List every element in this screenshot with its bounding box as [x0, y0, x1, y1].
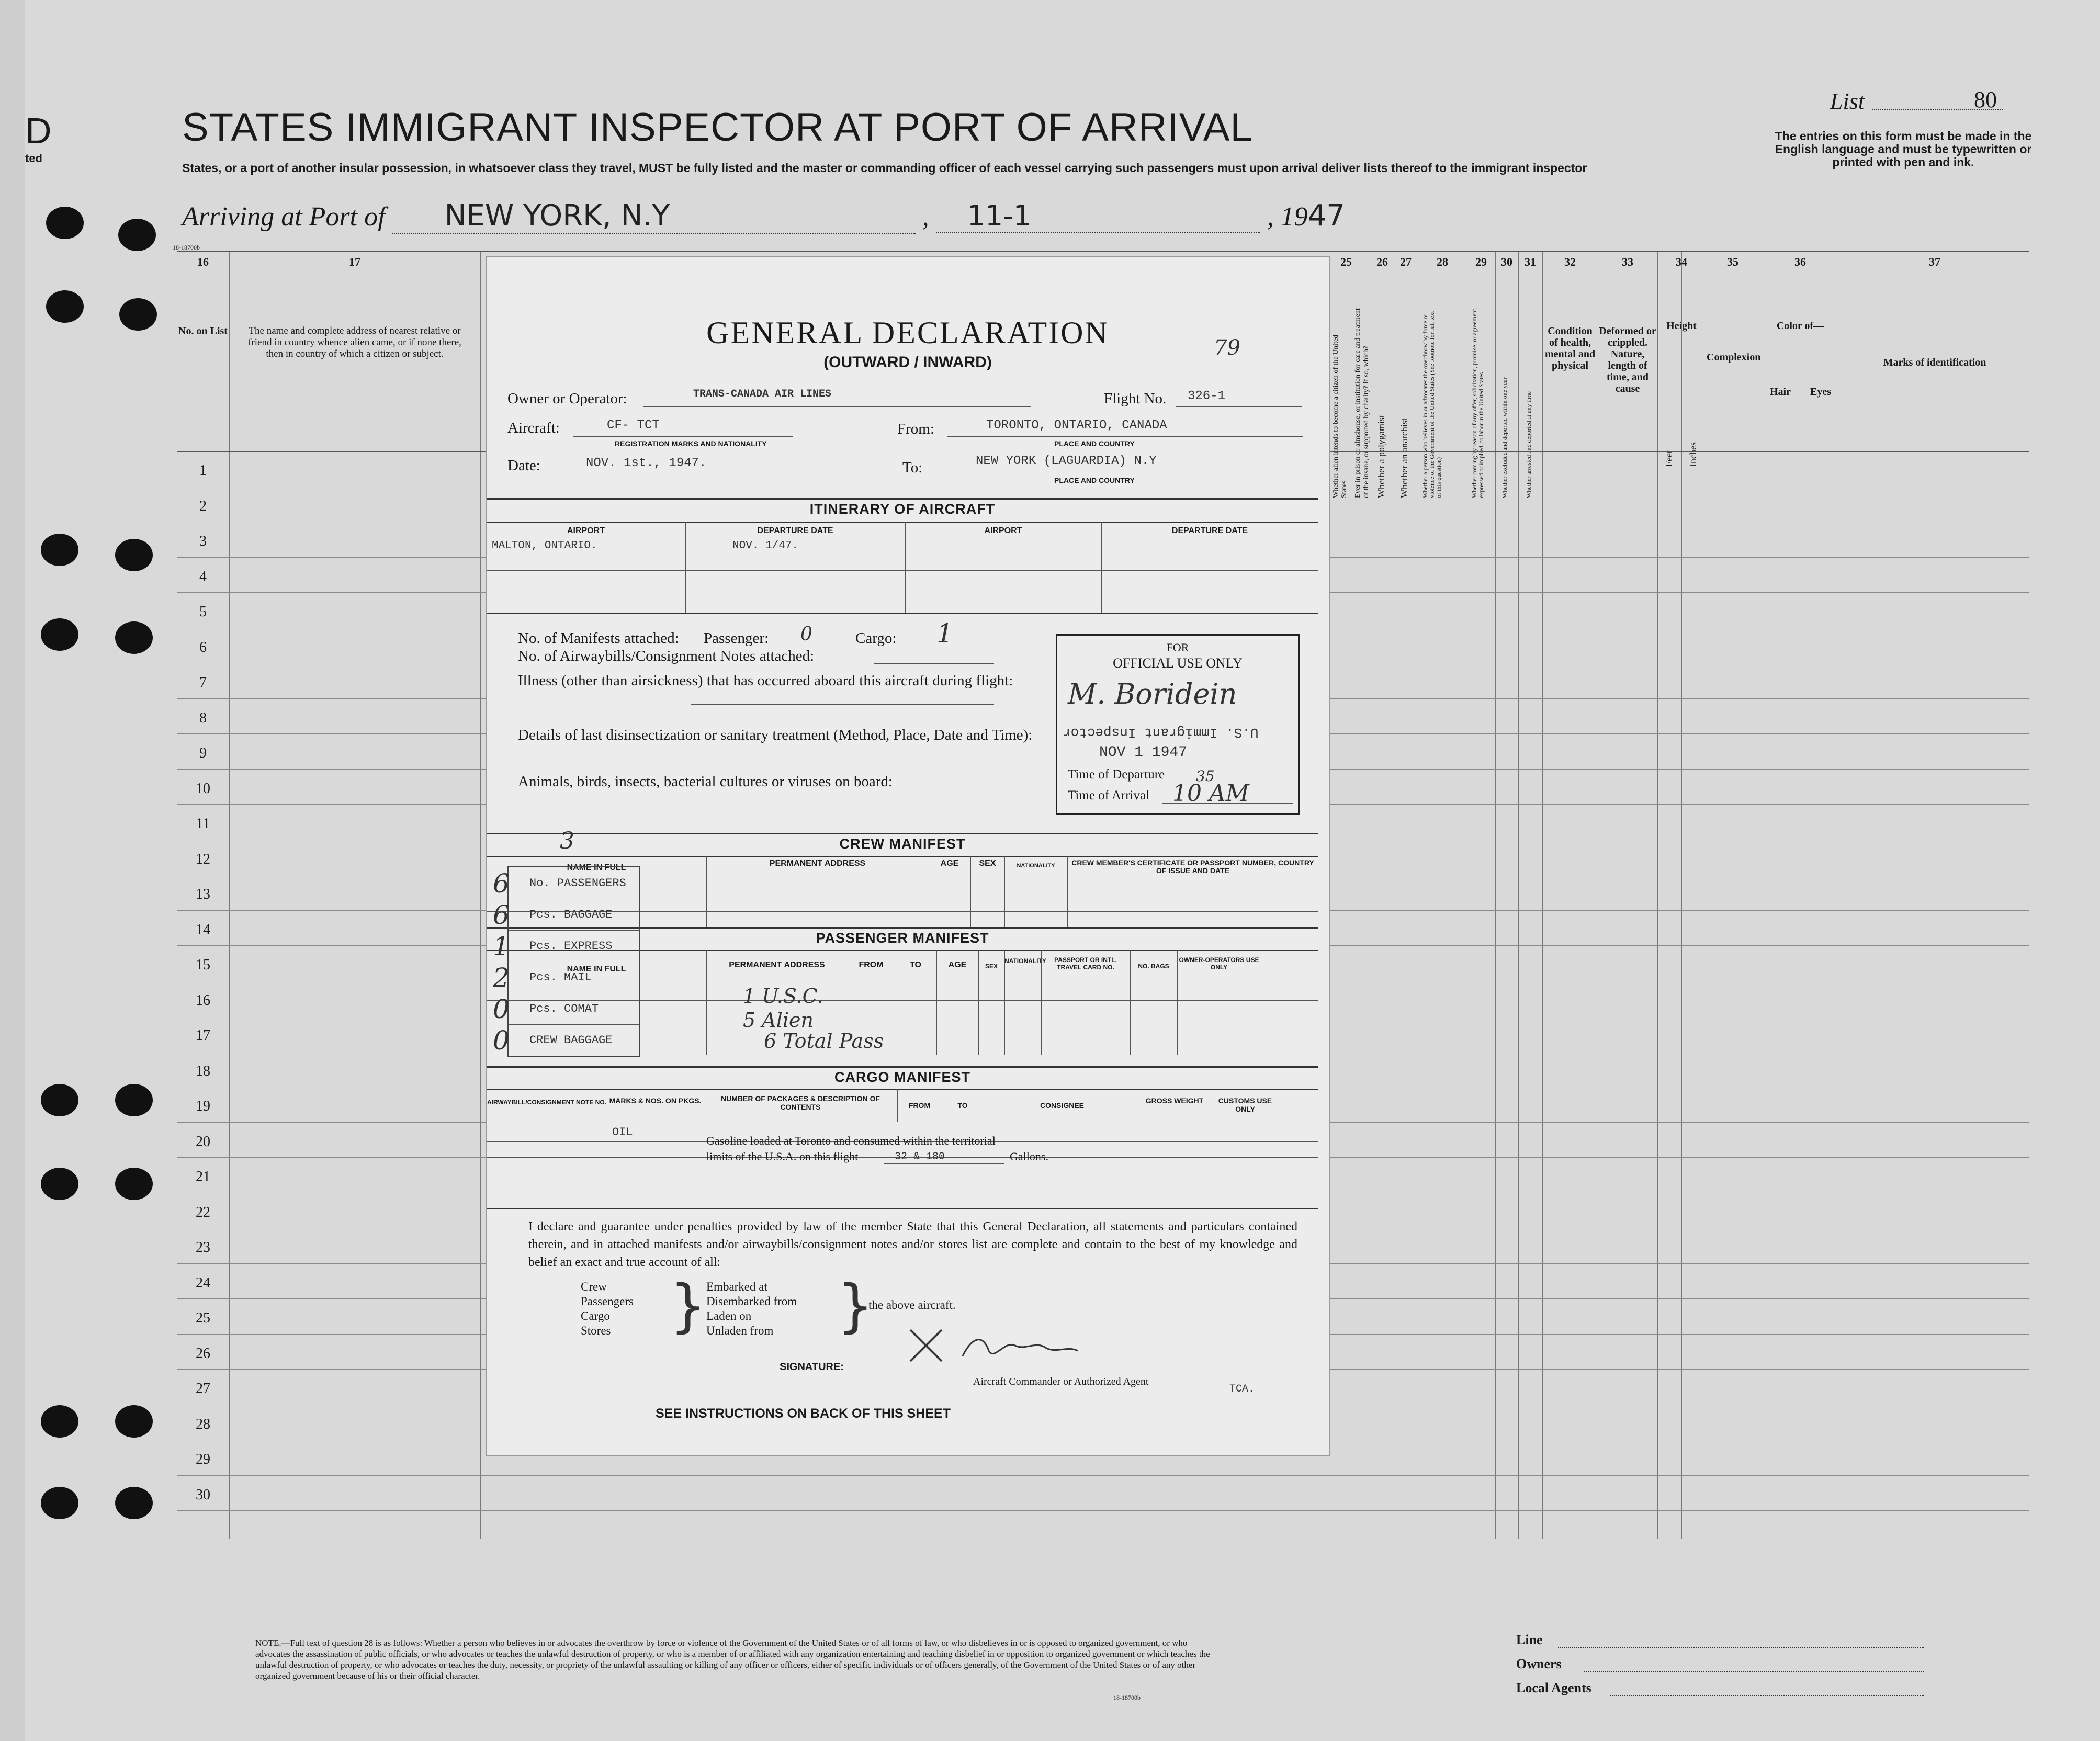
col-header: Height [1666, 320, 1697, 332]
row-number: 15 [196, 957, 210, 973]
load-stamp-label: Pcs. COMAT [529, 1002, 599, 1015]
row-number: 13 [196, 886, 210, 902]
col-header-vertical: Ever in prison or almshouse, or institution for care and treatment of the insane, or supported by charity? If so, which? [1354, 308, 1370, 498]
illness-label: Illness (other than airsickness) that has occurred aboard this aircraft during flight: [518, 672, 1013, 689]
load-stamp-label: Pcs. BAGGAGE [529, 908, 613, 921]
arriving-label: Arriving at Port of [182, 202, 386, 232]
declaration-subtitle: (OUTWARD / INWARD) [823, 354, 992, 371]
left-edge-fragment: D [25, 110, 52, 151]
row-number: 23 [196, 1239, 210, 1256]
cargo-oil: OIL [612, 1126, 633, 1139]
punch-hole [115, 539, 153, 571]
pass-from-header: FROM [859, 960, 884, 969]
aircraft-label: Aircraft: [507, 420, 560, 436]
passenger-label: Passenger: [704, 630, 769, 647]
local-agents-label: Local Agents [1516, 1680, 1591, 1695]
left-brace: } [670, 1272, 706, 1339]
flight-label: Flight No. [1104, 390, 1167, 407]
year-value: 47 [1307, 199, 1345, 233]
row-number: 29 [196, 1451, 210, 1467]
cargo-amount: 32 & 180 [895, 1151, 945, 1163]
punch-hole [118, 219, 156, 251]
from-value: TORONTO, ONTARIO, CANADA [986, 419, 1167, 433]
punch-hole [115, 1487, 153, 1519]
punch-hole [46, 290, 84, 323]
pass-bags-header: NO. BAGS [1138, 963, 1169, 970]
load-stamp-count: 6 [493, 900, 510, 930]
arriving-line: Arriving at Port of NEW YORK, N.Y , 11-1 , 1947 [182, 199, 1345, 233]
col-number: 27 [1400, 255, 1412, 268]
form-code-bottom: 18-18700b [1113, 1694, 1141, 1701]
row-number: 14 [196, 921, 210, 938]
option-cargo: Cargo [581, 1309, 610, 1322]
col-number: 31 [1525, 255, 1536, 268]
manifest-row-line [177, 1475, 2029, 1476]
above-aircraft: the above aircraft. [868, 1298, 956, 1312]
load-stamp-row [493, 1024, 639, 1056]
option-passengers: Passengers [581, 1295, 634, 1308]
load-stamp-count: 6 [493, 868, 510, 899]
cargo-manifest-title: CARGO MANIFEST [834, 1069, 970, 1085]
passenger-manifest-title: PASSENGER MANIFEST [816, 930, 989, 946]
col-header: No. on List [178, 325, 228, 337]
punch-hole [119, 298, 157, 331]
col-number: 28 [1437, 255, 1448, 268]
date-value: NOV. 1st., 1947. [586, 456, 707, 470]
col-header: The name and complete address of nearest relative or friend in country whence alien came, or if none there, then in country of which a citizen or subject. [248, 325, 461, 359]
handwritten-number: 79 [1214, 336, 1240, 360]
col-header: Marks of identification [1883, 357, 1986, 368]
row-number: 5 [199, 604, 207, 620]
load-stamp-label: Pcs. MAIL [529, 971, 592, 984]
option-stores: Stores [581, 1324, 611, 1337]
punch-hole [115, 1405, 153, 1438]
official-use-only: OFFICIAL USE ONLY [1113, 655, 1243, 671]
manifests-label: No. of Manifests attached: [518, 630, 679, 647]
signature-label: SIGNATURE: [780, 1361, 844, 1373]
cargo-weight-header: GROSS WEIGHT [1145, 1096, 1204, 1105]
itin-date-value: NOV. 1/47. [732, 540, 799, 552]
load-stamp-count: 0 [493, 1025, 510, 1056]
col-header: Deformed or crippled. Nature, length of time, and cause [1599, 325, 1656, 394]
col-number: 35 [1727, 255, 1738, 268]
page-subtitle: States, or a port of another insular possession, in whatsoever class they travel, MUST be fully listed and the master or commanding officer of each vessel carrying such passengers must upon arrival deliver lists thereof to the immigrant inspector [182, 161, 1587, 175]
crew-cert-header: CREW MEMBER'S CERTIFICATE OR PASSPORT NUMBER, COUNTRY OF ISSUE AND DATE [1071, 858, 1314, 875]
commander-signature [905, 1325, 1083, 1366]
row-number: 28 [196, 1416, 210, 1432]
row-number: 26 [196, 1345, 210, 1362]
pass-to-header: TO [910, 960, 921, 969]
load-stamp-row [493, 899, 639, 931]
declaration-actions [706, 1280, 797, 1338]
col-subheader: Eyes [1810, 386, 1831, 398]
inspector-stamp: U.S. Immigrant Inspector [1063, 725, 1259, 740]
row-number: 16 [196, 992, 210, 1009]
col-header-vertical: Whether an anarchist [1399, 418, 1409, 498]
page-title: STATES IMMIGRANT INSPECTOR AT PORT OF ARRIVAL [182, 105, 1253, 150]
option-disembarked: Disembarked from [706, 1295, 797, 1308]
row-number: 27 [196, 1381, 210, 1397]
animals-label: Animals, birds, insects, bacterial cultures or viruses on board: [518, 773, 893, 790]
load-stamp-row [493, 867, 639, 899]
list-number: 80 [1974, 87, 1997, 112]
row-number: 25 [196, 1310, 210, 1326]
col-number: 26 [1376, 255, 1388, 268]
load-stamp-row [493, 962, 639, 993]
to-caption: PLACE AND COUNTRY [1054, 476, 1135, 484]
crew-sex-header: SEX [979, 859, 996, 868]
punch-hole [41, 1487, 78, 1519]
official-for: FOR [1166, 641, 1189, 654]
row-number: 4 [199, 568, 207, 585]
row-number: 3 [199, 533, 207, 549]
col-header-vertical: Whether coming by reason of any offer, solicitation, promise, or agreement, expressed or implied, to labor in the United States [1471, 307, 1485, 498]
option-laden: Laden on [706, 1309, 752, 1322]
row-number: 7 [199, 674, 207, 691]
crew-nationality-header: NATIONALITY [1017, 863, 1055, 869]
signature-caption: Aircraft Commander or Authorized Agent [973, 1376, 1149, 1387]
col-number: 30 [1501, 255, 1512, 268]
col-header-vertical: Whether alien intends to become a citizen of the United States [1332, 334, 1348, 498]
cargo-line1: Gasoline loaded at Toronto and consumed within the territorial [706, 1134, 996, 1147]
tca-mark: TCA. [1229, 1383, 1255, 1395]
from-label: From: [897, 421, 934, 437]
row-number: 12 [196, 851, 210, 867]
col-number: 25 [1340, 255, 1352, 268]
cargo-marks-header: MARKS & NOS. ON PKGS. [609, 1096, 702, 1105]
col-number: 37 [1929, 255, 1940, 268]
col-header: Complexion [1707, 352, 1761, 363]
departure-value: 35 [1196, 767, 1215, 785]
declaration-text: I declare and guarantee under penalties provided by law of the member State that this General Declaration, all statements and particulars contained therein, and in attached manifests and/or airwaybills/consignment notes and/or stores list are complete and contain to the best of my knowledge and belief an exact and true account of all: [528, 1220, 1297, 1269]
to-label: To: [902, 459, 923, 476]
footnote: NOTE.—Full text of question 28 is as follows: Whether a person who believes in or advocates the overthrow by force or violence of the Government of the United States or of all forms of law, or who disbelieves in or is opposed to organized government, or who advocates the assassination of public officials, or who advocates or teaches the unlawful destruction of property, or who is a member of or affiliated with any organization entertaining and teaching disbelief in or opposition to organized government or which teaches the unlawful destruction of property, or who advocates or teaches the duty, necessity, or propriety of the unlawful assaulting or killing of any officer or officers, either of specific individuals or of officers generally, of the Government of the United States or of any other organized government because of his or their official character. [255, 1638, 1210, 1681]
left-edge-fragment-small: ted [25, 152, 42, 165]
arrival-value: 10 AM [1172, 780, 1249, 807]
cargo-customs-header: CUSTOMS USE ONLY [1218, 1096, 1272, 1113]
declaration-title: GENERAL DECLARATION [706, 315, 1109, 350]
load-stamp [493, 866, 640, 1057]
punch-hole [46, 207, 84, 239]
row-number: 24 [196, 1274, 210, 1291]
row-number: 20 [196, 1133, 210, 1150]
col-number: 36 [1794, 255, 1806, 268]
load-stamp-label: No. PASSENGERS [529, 877, 626, 890]
row-number: 21 [196, 1169, 210, 1185]
date-value: 11-1 [967, 199, 1032, 232]
load-stamp-row [493, 993, 639, 1025]
load-stamp-label: CREW BAGGAGE [529, 1034, 613, 1047]
col-header: Color of— [1776, 320, 1824, 332]
punch-hole [115, 1168, 153, 1200]
row-number: 18 [196, 1062, 210, 1079]
form-code-top: 18-18700b [173, 244, 200, 251]
col-header-vertical: Whether excluded and deported within one year [1501, 377, 1508, 498]
pass-passport-header: PASSPORT OR INTL. TRAVEL CARD NO. [1054, 956, 1117, 971]
punch-hole [41, 618, 78, 651]
punch-hole [41, 1084, 78, 1116]
option-embarked: Embarked at [706, 1280, 767, 1293]
itin-departure-header: DEPARTURE DATE [757, 526, 833, 535]
row-number: 11 [196, 816, 210, 832]
row-number: 19 [196, 1098, 210, 1114]
from-caption: PLACE AND COUNTRY [1054, 439, 1135, 448]
option-unladen: Unladen from [706, 1324, 774, 1337]
passenger-count-us: 1 U.S.C. [743, 985, 823, 1008]
col-number: 33 [1622, 255, 1633, 268]
row-number: 17 [196, 1027, 210, 1044]
cargo-to-header: TO [957, 1101, 968, 1110]
col-subheader: Inches [1688, 442, 1698, 467]
itin-departure2-header: DEPARTURE DATE [1171, 526, 1248, 535]
stamp-date: NOV 1 1947 [1099, 744, 1188, 761]
date-label: Date: [507, 457, 540, 474]
row-number: 30 [196, 1486, 210, 1503]
cargo-value: 1 [936, 618, 953, 649]
col-number: 34 [1676, 255, 1687, 268]
col-subheader: Hair [1770, 386, 1791, 398]
owners-label: Owners [1516, 1656, 1562, 1671]
passenger-value: 0 [800, 624, 812, 645]
itin-airport-value: MALTON, ONTARIO. [492, 540, 597, 552]
col-header: Condition of health, mental and physical [1544, 325, 1596, 371]
itinerary-title: ITINERARY OF AIRCRAFT [809, 501, 996, 517]
load-stamp-row [493, 930, 639, 962]
pass-sex-header: SEX [985, 963, 998, 970]
cargo-awb-header: AIRWAYBILL/CONSIGNMENT NOTE NO. [487, 1099, 606, 1106]
col-number: 29 [1475, 255, 1487, 268]
col-number: 16 [197, 255, 209, 268]
load-stamp-count: 0 [493, 994, 510, 1024]
col-header-vertical: Whether a polygamist [1376, 415, 1386, 498]
right-brace: } [837, 1272, 874, 1339]
option-crew: Crew [581, 1280, 607, 1293]
cargo-from-header: FROM [908, 1101, 931, 1110]
punch-hole [115, 621, 153, 654]
flight-value: 326-1 [1188, 389, 1226, 403]
line-label: Line [1516, 1632, 1543, 1647]
port-field [392, 199, 916, 234]
manifest-page [25, 0, 2100, 1741]
pass-name-header: NAME IN FULL [567, 965, 626, 974]
col-number: 32 [1564, 255, 1576, 268]
see-instructions: SEE INSTRUCTIONS ON BACK OF THIS SHEET [656, 1406, 951, 1421]
pass-address-header: PERMANENT ADDRESS [729, 960, 825, 969]
cargo-label: Cargo: [855, 630, 897, 647]
cargo-packages-header: NUMBER OF PACKAGES & DESCRIPTION OF CONTENTS [721, 1094, 880, 1111]
departure-label: Time of Departure [1068, 767, 1165, 782]
year-prefix: 19 [1280, 202, 1308, 232]
punch-hole [41, 1405, 78, 1438]
form-instructions: The entries on this form must be made in the English language and must be typewritten or printed with pen and ink. [1775, 129, 2032, 169]
row-number: 6 [199, 639, 207, 655]
col-subheader: Feet [1664, 450, 1674, 467]
passenger-count-alien: 5 Alien [743, 1009, 814, 1032]
aircraft-caption: REGISTRATION MARKS AND NATIONALITY [615, 439, 767, 448]
manifest-row-line [177, 1510, 2029, 1511]
arrival-label: Time of Arrival [1068, 788, 1150, 802]
to-value: NEW YORK (LAGUARDIA) N.Y [976, 454, 1157, 468]
load-stamp-count: 1 [493, 931, 510, 962]
pass-age-header: AGE [948, 960, 967, 969]
col-number: 17 [349, 255, 360, 268]
itin-airport2-header: AIRPORT [984, 526, 1022, 535]
declaration-subjects [581, 1280, 634, 1338]
disinsect-label: Details of last disinsectization or sanitary treatment (Method, Place, Date and Time): [518, 727, 1033, 743]
general-declaration [486, 256, 1330, 1456]
pass-owner-header: OWNER-OPERATORS USE ONLY [1179, 956, 1259, 971]
owner-label: Owner or Operator: [507, 390, 627, 407]
crew-manifest-title: CREW MANIFEST [839, 836, 966, 852]
inspector-signature: M. Boridein [1068, 677, 1237, 710]
row-number: 1 [199, 462, 207, 479]
row-number: 8 [199, 709, 207, 726]
load-stamp-count: 2 [493, 963, 510, 993]
owner-value: TRANS-CANADA AIR LINES [693, 388, 832, 400]
row-number: 9 [199, 745, 207, 761]
aircraft-value: CF- TCT [607, 419, 660, 433]
passenger-count-total: 6 Total Pass [764, 1030, 884, 1053]
pass-nationality-header: NATIONALITY [1004, 957, 1046, 965]
crew-address-header: PERMANENT ADDRESS [769, 859, 866, 868]
stamp-top-hw: 3 [560, 828, 574, 854]
punch-hole [115, 1084, 153, 1116]
crew-name-header: NAME IN FULL [567, 863, 626, 872]
row-number: 22 [196, 1204, 210, 1220]
punch-hole [41, 534, 78, 566]
row-number: 2 [199, 498, 207, 514]
crew-age-header: AGE [940, 859, 959, 868]
port-value: NEW YORK, N.Y [444, 199, 670, 233]
load-stamp-label: Pcs. EXPRESS [529, 940, 613, 953]
row-number: 10 [196, 780, 210, 797]
col-header-vertical: Whether arrested and deported at any time [1525, 391, 1532, 498]
official-use-box [1056, 634, 1300, 815]
airwaybills-label: No. of Airwaybills/Consignment Notes attached: [518, 648, 815, 664]
col-header-vertical: Whether a person who believes in or advocates the overthrow by force or violence of the Government of the United States (See footnote for full text of this question) [1421, 311, 1442, 498]
punch-hole [41, 1168, 78, 1200]
cargo-consignee-header: CONSIGNEE [1040, 1101, 1084, 1110]
cargo-line2: limits of the U.S.A. on this flight [706, 1150, 859, 1163]
date-field [936, 199, 1260, 233]
list-label: List [1830, 88, 1865, 114]
cargo-gallons: Gallons. [1010, 1150, 1048, 1163]
itin-airport-header: AIRPORT [567, 526, 605, 535]
